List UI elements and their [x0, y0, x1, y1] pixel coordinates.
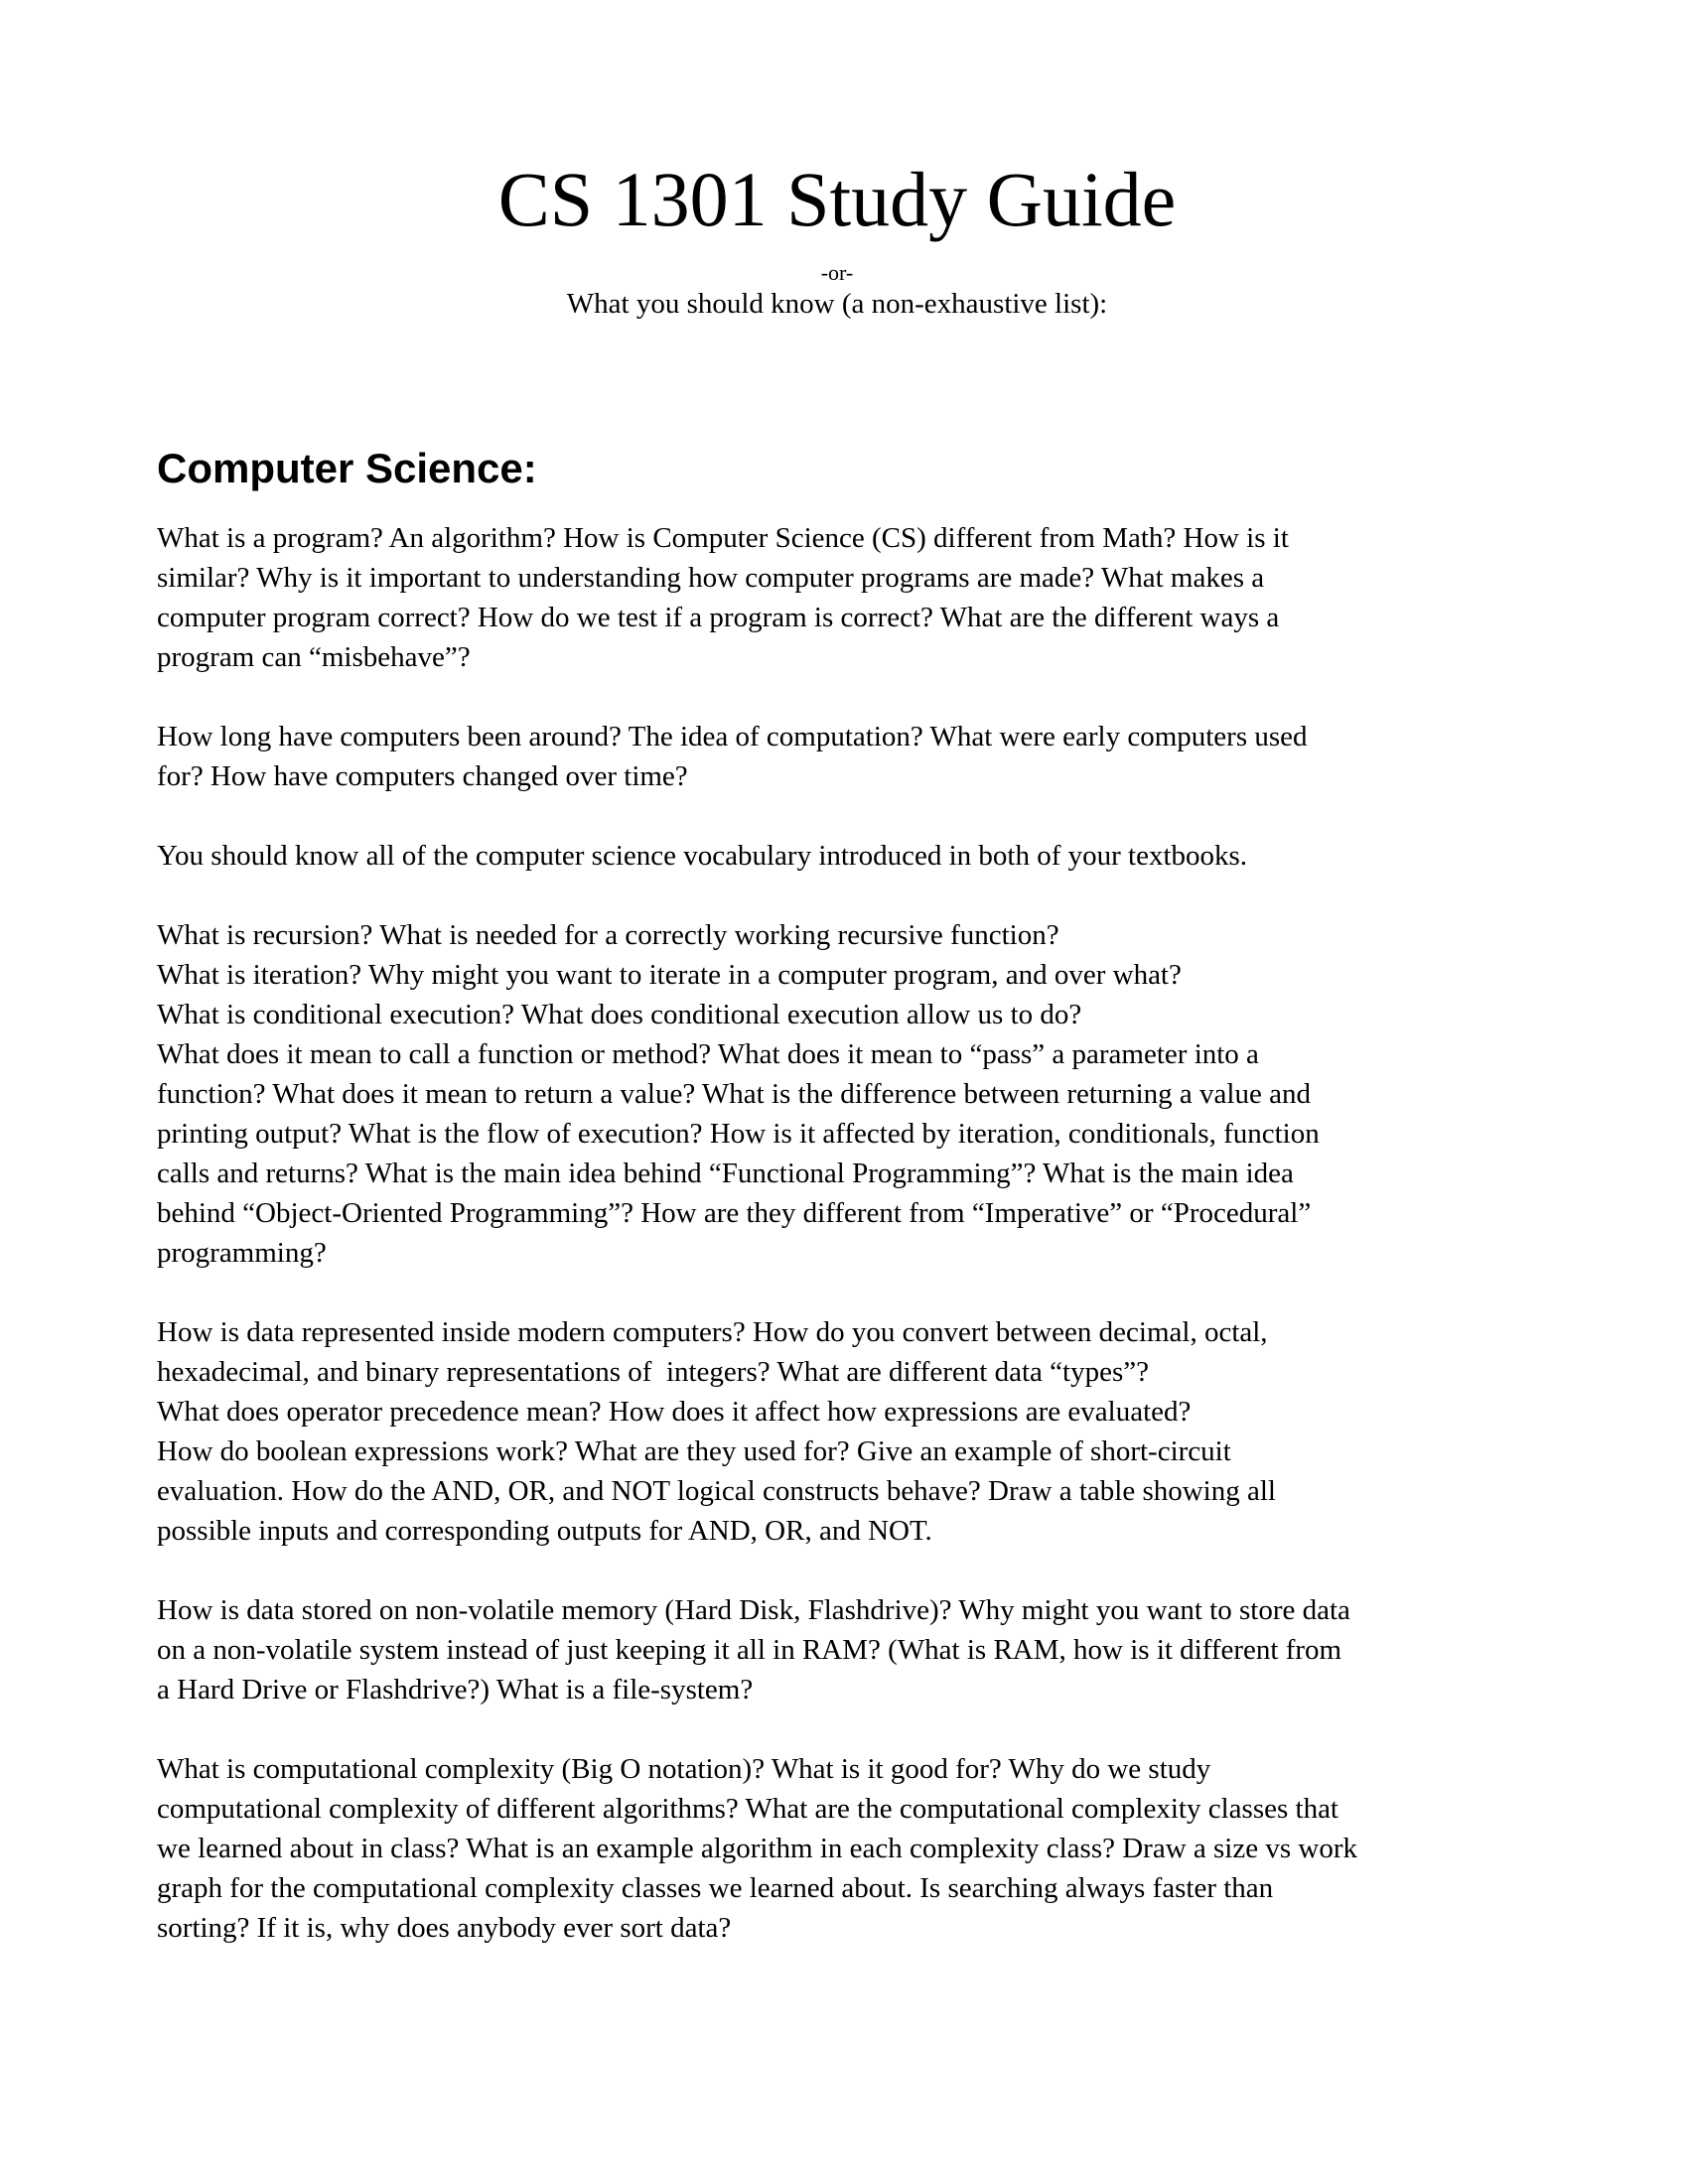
text-line: we learned about in class? What is an example algorithm in each complexity class? Draw a size vs work [157, 1833, 1357, 1864]
text-line: similar? Why is it important to understanding how computer programs are made? What makes a [157, 562, 1265, 594]
text-line: How is data stored on non-volatile memory (Hard Disk, Flashdrive)? Why might you want to store data [157, 1594, 1350, 1626]
text-line: What is computational complexity (Big O notation)? What is it good for? Why do we study [157, 1753, 1211, 1785]
text-line: for? How have computers changed over time? [157, 760, 688, 792]
text-line: a Hard Drive or Flashdrive?) What is a file-system? [157, 1674, 754, 1706]
paragraph-complexity [157, 1749, 1547, 1948]
text-line: What is iteration? Why might you want to iterate in a computer program, and over what? [157, 959, 1182, 991]
text-line: computational complexity of different algorithms? What are the computational complexity classes that [157, 1793, 1338, 1825]
section-body [157, 518, 1547, 1987]
document-title: CS 1301 Study Guide [497, 156, 1177, 242]
text-line: function? What does it mean to return a value? What is the difference between returning a value and [157, 1078, 1311, 1110]
paragraph-storage [157, 1590, 1547, 1709]
text-line: What is conditional execution? What does conditional execution allow us to do? [157, 999, 1082, 1030]
text-line: on a non-volatile system instead of just keeping it all in RAM? (What is RAM, how is it different from [157, 1634, 1342, 1666]
text-line: What does it mean to call a function or method? What does it mean to “pass” a parameter into a [157, 1038, 1259, 1070]
text-line: hexadecimal, and binary representations of integers? What are different data “types”? [157, 1356, 1149, 1388]
section-heading-computer-science: Computer Science: [157, 445, 537, 491]
text-line: printing output? What is the flow of execution? How is it affected by iteration, conditionals, function [157, 1118, 1320, 1150]
text-line: graph for the computational complexity classes we learned about. Is searching always faster than [157, 1872, 1274, 1904]
text-line: How long have computers been around? The idea of computation? What were early computers used [157, 721, 1308, 752]
title-separator: -or- [820, 260, 854, 285]
text-line: How is data represented inside modern computers? How do you convert between decimal, octal, [157, 1316, 1268, 1348]
text-line: program can “misbehave”? [157, 641, 471, 673]
text-line: What does operator precedence mean? How does it affect how expressions are evaluated? [157, 1396, 1192, 1428]
paragraph-vocabulary [157, 836, 1547, 876]
paragraph-programs [157, 518, 1547, 677]
text-line: behind “Object-Oriented Programming”? How are they different from “Imperative” or “Procedural” [157, 1197, 1312, 1229]
text-line: What is a program? An algorithm? How is Computer Science (CS) different from Math? How is it [157, 522, 1289, 554]
text-line: evaluation. How do the AND, OR, and NOT logical constructs behave? Draw a table showing all [157, 1475, 1276, 1507]
paragraph-control-flow [157, 915, 1547, 1273]
text-line: programming? [157, 1237, 327, 1269]
text-line: computer program correct? How do we test if a program is correct? What are the different ways a [157, 602, 1280, 633]
text-line: possible inputs and corresponding outputs for AND, OR, and NOT. [157, 1515, 932, 1547]
paragraph-data-representation [157, 1312, 1547, 1551]
text-line: What is recursion? What is needed for a correctly working recursive function? [157, 919, 1059, 951]
document-subtitle: What you should know (a non-exhaustive list): [566, 288, 1108, 320]
text-line: sorting? If it is, why does anybody ever sort data? [157, 1912, 732, 1944]
text-line: You should know all of the computer science vocabulary introduced in both of your textbooks. [157, 840, 1248, 872]
paragraph-history [157, 717, 1547, 796]
text-line: calls and returns? What is the main idea behind “Functional Programming”? What is the main idea [157, 1158, 1294, 1189]
text-line: How do boolean expressions work? What are they used for? Give an example of short-circuit [157, 1435, 1231, 1467]
